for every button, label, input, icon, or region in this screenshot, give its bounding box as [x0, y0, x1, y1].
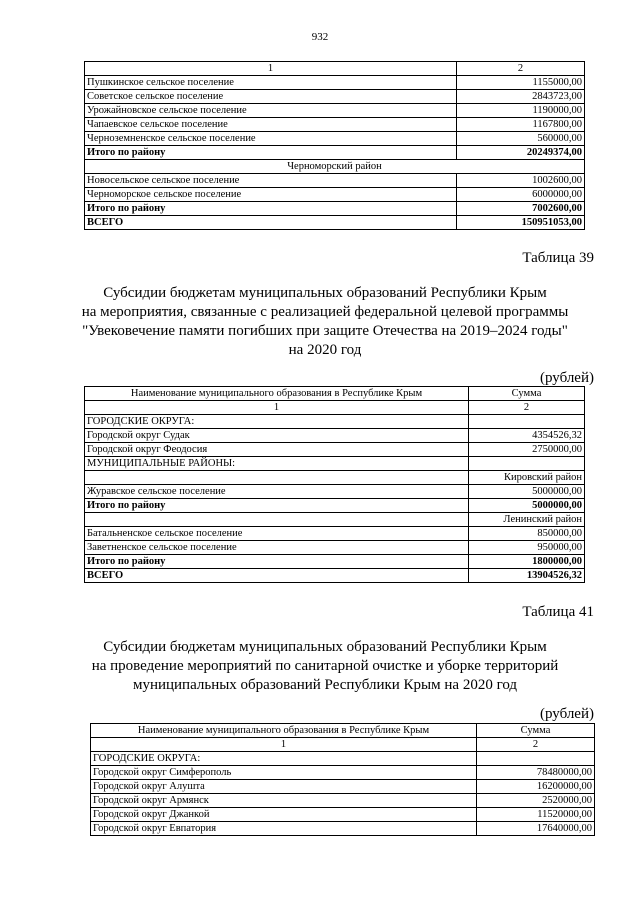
name-cell: Черноземненское сельское поселение — [85, 132, 457, 146]
name-cell: Заветненское сельское поселение — [85, 541, 469, 555]
sum-cell: 1167800,00 — [457, 118, 585, 132]
district-heading-cell: Черноморский район — [85, 160, 585, 174]
table-row — [85, 541, 585, 555]
table-row — [91, 822, 595, 836]
table-row — [85, 76, 585, 90]
total-row — [85, 499, 585, 513]
name-cell: Советское сельское поселение — [85, 90, 457, 104]
table-row — [91, 794, 595, 808]
column-number-row — [91, 738, 595, 752]
district-heading-row — [85, 160, 585, 174]
header-name-cell: Наименование муниципального образования в Республике Крым — [85, 387, 469, 401]
table-39-unit: (рублей) — [539, 370, 594, 386]
sum-cell: 2520000,00 — [477, 794, 595, 808]
title-line: Субсидии бюджетам муниципальных образований Республики Крым — [103, 285, 547, 301]
column-number-row — [85, 401, 585, 415]
sum-cell: 78480000,00 — [477, 766, 595, 780]
group-row — [85, 415, 585, 429]
name-cell: ГОРОДСКИЕ ОКРУГА: — [85, 415, 469, 429]
table-39-title — [40, 284, 610, 360]
table-row — [85, 443, 585, 457]
column-number-cell: 1 — [91, 738, 477, 752]
table-row — [85, 485, 585, 499]
sum-cell: 950000,00 — [469, 541, 585, 555]
sum-cell: 6000000,00 — [457, 188, 585, 202]
empty-cell — [85, 471, 469, 485]
table-row — [85, 188, 585, 202]
column-number-cell: 2 — [477, 738, 595, 752]
name-cell: Новосельское сельское поселение — [85, 174, 457, 188]
table-prev-continuation — [84, 61, 585, 230]
page-number: 932 — [311, 31, 329, 43]
table-row — [85, 132, 585, 146]
name-cell: ВСЕГО — [85, 216, 457, 230]
name-cell: Городской округ Судак — [85, 429, 469, 443]
name-cell: Итого по району — [85, 499, 469, 513]
table-39-label: Таблица 39 — [522, 250, 594, 266]
table-row — [85, 174, 585, 188]
name-cell: Городской округ Феодосия — [85, 443, 469, 457]
column-number-cell: 1 — [85, 62, 457, 76]
sum-cell: 1190000,00 — [457, 104, 585, 118]
name-cell: Городской округ Армянск — [91, 794, 477, 808]
name-cell: Батальненское сельское поселение — [85, 527, 469, 541]
table-41-title — [40, 638, 610, 695]
table-row — [85, 527, 585, 541]
table-row — [91, 808, 595, 822]
sum-cell: 20249374,00 — [457, 146, 585, 160]
sum-cell: 16200000,00 — [477, 780, 595, 794]
sum-cell — [469, 457, 585, 471]
sum-cell: 1155000,00 — [457, 76, 585, 90]
table-39 — [84, 386, 585, 583]
sum-cell: 11520000,00 — [477, 808, 595, 822]
sum-cell: 1800000,00 — [469, 555, 585, 569]
column-number-cell: 2 — [469, 401, 585, 415]
table-row — [85, 429, 585, 443]
name-cell: ВСЕГО — [85, 569, 469, 583]
table-header-row — [91, 724, 595, 738]
sum-cell — [477, 752, 595, 766]
name-cell: Городской округ Джанкой — [91, 808, 477, 822]
group-row — [85, 457, 585, 471]
district-heading-cell: Ленинский район — [469, 513, 585, 527]
sum-cell: 5000000,00 — [469, 485, 585, 499]
header-sum-cell: Сумма — [477, 724, 595, 738]
header-name-cell: Наименование муниципального образования в Республике Крым — [91, 724, 477, 738]
header-sum-cell: Сумма — [469, 387, 585, 401]
table-41-unit: (рублей) — [539, 706, 594, 722]
name-cell: Черноморское сельское поселение — [85, 188, 457, 202]
sum-cell: 17640000,00 — [477, 822, 595, 836]
name-cell: Городской округ Алушта — [91, 780, 477, 794]
title-line: на мероприятия, связанные с реализацией федеральной целевой программы — [81, 304, 569, 320]
title-line: на проведение мероприятий по санитарной очистке и уборке территорий — [91, 658, 559, 674]
name-cell: Итого по району — [85, 146, 457, 160]
name-cell: Урожайновское сельское поселение — [85, 104, 457, 118]
name-cell: Итого по району — [85, 555, 469, 569]
sum-cell: 2843723,00 — [457, 90, 585, 104]
district-heading-row — [85, 513, 585, 527]
title-line: Субсидии бюджетам муниципальных образований Республики Крым — [103, 639, 547, 655]
sum-cell: 2750000,00 — [469, 443, 585, 457]
total-row — [85, 555, 585, 569]
name-cell: Журавское сельское поселение — [85, 485, 469, 499]
table-41-label: Таблица 41 — [522, 604, 594, 620]
sum-cell: 850000,00 — [469, 527, 585, 541]
name-cell: Городской округ Евпатория — [91, 822, 477, 836]
sum-cell: 5000000,00 — [469, 499, 585, 513]
table-row — [91, 780, 595, 794]
title-line: "Увековечение памяти погибших при защите Отечества на 2019–2024 годы" — [82, 323, 568, 339]
total-row — [85, 569, 585, 583]
name-cell: Чапаевское сельское поселение — [85, 118, 457, 132]
column-number-row — [85, 62, 585, 76]
table-row — [85, 104, 585, 118]
sum-cell: 1002600,00 — [457, 174, 585, 188]
sum-cell: 7002600,00 — [457, 202, 585, 216]
total-row — [85, 216, 585, 230]
district-heading-row — [85, 471, 585, 485]
name-cell: Итого по району — [85, 202, 457, 216]
title-line: на 2020 год — [288, 342, 362, 358]
sum-cell: 4354526,32 — [469, 429, 585, 443]
table-41 — [90, 723, 595, 836]
sum-cell: 13904526,32 — [469, 569, 585, 583]
total-row — [85, 202, 585, 216]
column-number-cell: 2 — [457, 62, 585, 76]
sum-cell: 560000,00 — [457, 132, 585, 146]
total-row — [85, 146, 585, 160]
group-row — [91, 752, 595, 766]
table-row — [85, 90, 585, 104]
name-cell: Пушкинское сельское поселение — [85, 76, 457, 90]
name-cell: Городской округ Симферополь — [91, 766, 477, 780]
empty-cell — [85, 513, 469, 527]
name-cell: ГОРОДСКИЕ ОКРУГА: — [91, 752, 477, 766]
name-cell: МУНИЦИПАЛЬНЫЕ РАЙОНЫ: — [85, 457, 469, 471]
table-row — [91, 766, 595, 780]
column-number-cell: 1 — [85, 401, 469, 415]
table-row — [85, 118, 585, 132]
title-line: муниципальных образований Республики Крым на 2020 год — [132, 677, 518, 693]
district-heading-cell: Кировский район — [469, 471, 585, 485]
sum-cell — [469, 415, 585, 429]
table-header-row — [85, 387, 585, 401]
sum-cell: 150951053,00 — [457, 216, 585, 230]
